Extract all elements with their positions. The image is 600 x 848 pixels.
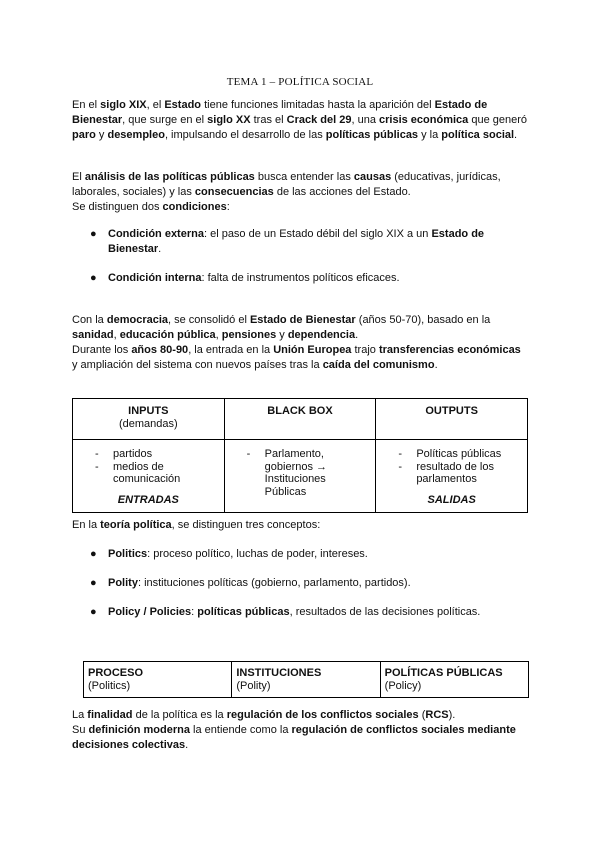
text: (: [418, 709, 426, 721]
bold-text: condiciones: [162, 201, 227, 213]
bold-text: regulación de conflictos sociales mediante decisiones colectivas: [72, 724, 516, 751]
text: , se consolidó el: [168, 314, 250, 326]
text: y la: [418, 129, 442, 141]
text: ).: [448, 709, 456, 721]
text: Se distinguen dos: [72, 201, 163, 213]
bold-text: consecuencias: [194, 186, 274, 198]
bold-text: años 80-90: [131, 344, 189, 356]
bullet-text: [108, 271, 500, 286]
bullet-icon: ●: [90, 272, 97, 284]
bold-text: desempleo: [107, 129, 165, 141]
text: .: [434, 359, 438, 371]
text: , impulsando el desarrollo de las: [164, 129, 326, 141]
bold-text: pensiones: [221, 329, 277, 341]
bold-text: paro: [72, 129, 96, 141]
bold-text: política social: [441, 129, 515, 141]
text: :: [191, 606, 198, 618]
text: ,: [215, 329, 222, 341]
table-header-row: [73, 399, 528, 440]
text: En el: [72, 99, 101, 111]
bold-text: Estado de Bienestar: [249, 314, 356, 326]
bullet-text: [108, 227, 500, 257]
cell-label: PROCESO: [88, 667, 144, 679]
table-body-row: [73, 440, 528, 513]
bold-text: causas: [353, 171, 392, 183]
bold-text: análisis de las políticas públicas: [84, 171, 255, 183]
cell-inputs: [73, 440, 225, 513]
text: :: [226, 201, 230, 213]
bold-text: Polity: [108, 577, 138, 589]
text: busca entender las: [254, 171, 354, 183]
salidas-label: SALIDAS: [427, 494, 476, 506]
text: y ampliación del sistema con nuevos países tras la: [72, 359, 323, 371]
bold-text: Crack del 29: [286, 114, 352, 126]
bullet-icon: ●: [90, 606, 97, 618]
bold-text: dependencia: [287, 329, 356, 341]
list-item: - Parlamento, gobiernos → Instituciones Públicas: [247, 448, 346, 498]
bold-text: educación pública: [119, 329, 216, 341]
bold-text: Condición interna: [108, 272, 202, 284]
text: .: [185, 739, 189, 751]
bold-text: RCS: [425, 709, 449, 721]
bold-text: Condición externa: [108, 228, 204, 240]
bold-text: definición moderna: [88, 724, 190, 736]
text: tras el: [250, 114, 287, 126]
text: Con la: [72, 314, 107, 326]
bold-text: finalidad: [87, 709, 133, 721]
text: , el: [146, 99, 165, 111]
text: : proceso político, luchas de poder, intereses.: [147, 548, 368, 560]
text: : falta de instrumentos políticos eficaces.: [201, 272, 400, 284]
text: El: [72, 171, 85, 183]
cell-sublabel: (Polity): [236, 680, 271, 692]
bullet-text: [108, 576, 500, 591]
entradas-label: ENTRADAS: [117, 494, 179, 506]
bold-text: sanidad: [72, 329, 114, 341]
text: , se distinguen tres conceptos:: [171, 519, 321, 531]
bold-text: siglo XIX: [100, 99, 147, 111]
text: trajo: [351, 344, 379, 356]
text: Durante los: [72, 344, 132, 356]
text: ,: [113, 329, 120, 341]
outputs-list: [376, 440, 527, 486]
text: , resultados de las decisiones políticas.: [289, 606, 481, 618]
list-item: - resultado de los parlamentos: [398, 461, 519, 486]
cell-sublabel: (Policy): [384, 680, 422, 692]
cell-label: POLÍTICAS PÚBLICAS: [384, 667, 503, 679]
text: la entiende como la: [189, 724, 292, 736]
theory-paragraph: [72, 518, 528, 533]
bold-text: políticas públicas: [197, 606, 290, 618]
list-item: - Políticas públicas: [398, 448, 519, 461]
bullet-icon: ●: [90, 577, 97, 589]
text: tiene funciones limitadas hasta la aparición del: [201, 99, 435, 111]
bullet-text: [108, 605, 500, 620]
cell-label: INSTITUCIONES: [236, 667, 322, 679]
bold-text: Policy / Policies: [108, 606, 192, 618]
analysis-paragraph: [72, 170, 528, 215]
inputs-outputs-table: [72, 398, 528, 513]
cell-sublabel: (Politics): [88, 680, 131, 692]
bullet-icon: ●: [90, 228, 97, 240]
cell-outputs: [376, 440, 528, 513]
bold-text: caída del comunismo: [322, 359, 435, 371]
document-title: TEMA 1 – POLÍTICA SOCIAL: [226, 76, 374, 88]
bold-text: Estado de Bienestar: [72, 99, 488, 126]
header-black-box: [224, 399, 376, 440]
table-row: [84, 662, 529, 698]
text: de las acciones del Estado.: [273, 186, 411, 198]
text: y: [276, 329, 288, 341]
list-item: - partidos: [95, 448, 224, 461]
text: , una: [351, 114, 379, 126]
text: : instituciones políticas (gobierno, parlamento, partidos).: [137, 577, 411, 589]
bold-text: Unión Europea: [273, 344, 352, 356]
bold-text: transferencias económicas: [378, 344, 521, 356]
header-inputs: [73, 399, 225, 440]
intro-paragraph: [72, 98, 528, 143]
bullet-text: [108, 547, 500, 562]
text: y: [95, 129, 108, 141]
bold-text: Estado: [164, 99, 202, 111]
inputs-list: [73, 440, 224, 486]
bold-text: regulación de los conflictos sociales: [226, 709, 419, 721]
text: que generó: [468, 114, 527, 126]
bold-text: democracia: [106, 314, 169, 326]
header-label: OUTPUTS: [425, 405, 478, 417]
text: , la entrada en la: [188, 344, 274, 356]
text: Su: [72, 724, 89, 736]
header-label: BLACK BOX: [267, 405, 333, 417]
bold-text: crisis económica: [379, 114, 469, 126]
bold-text: Politics: [108, 548, 148, 560]
blackbox-list: [225, 440, 376, 498]
text: : el paso de un Estado débil del siglo XIX a un: [203, 228, 432, 240]
bold-text: siglo XX: [207, 114, 251, 126]
cell-politicas-publicas: [380, 662, 528, 698]
bullet-icon: ●: [90, 548, 97, 560]
header-outputs: [376, 399, 528, 440]
text: , que surge en el: [122, 114, 208, 126]
text: (años 50-70), basado en la: [355, 314, 491, 326]
text: .: [355, 329, 359, 341]
bold-text: políticas públicas: [325, 129, 419, 141]
democracy-paragraph: [72, 313, 528, 373]
text: La: [72, 709, 88, 721]
cell-proceso: [84, 662, 232, 698]
bold-text: Estado de Bienestar: [108, 228, 485, 255]
text: .: [514, 129, 518, 141]
header-sublabel: (demandas): [118, 418, 178, 430]
text: (educativas, jurídicas, laborales, sociales) y las: [72, 171, 501, 198]
list-item: - medios de comunicación: [95, 461, 224, 486]
cell-instituciones: [232, 662, 380, 698]
conclusion-paragraph: [72, 708, 528, 753]
text: .: [158, 243, 162, 255]
concepts-table: [83, 661, 529, 698]
cell-black-box: [224, 440, 376, 513]
bold-text: teoría política: [100, 519, 172, 531]
text: En la: [72, 519, 101, 531]
text: de la política es la: [132, 709, 227, 721]
header-label: INPUTS: [128, 405, 169, 417]
